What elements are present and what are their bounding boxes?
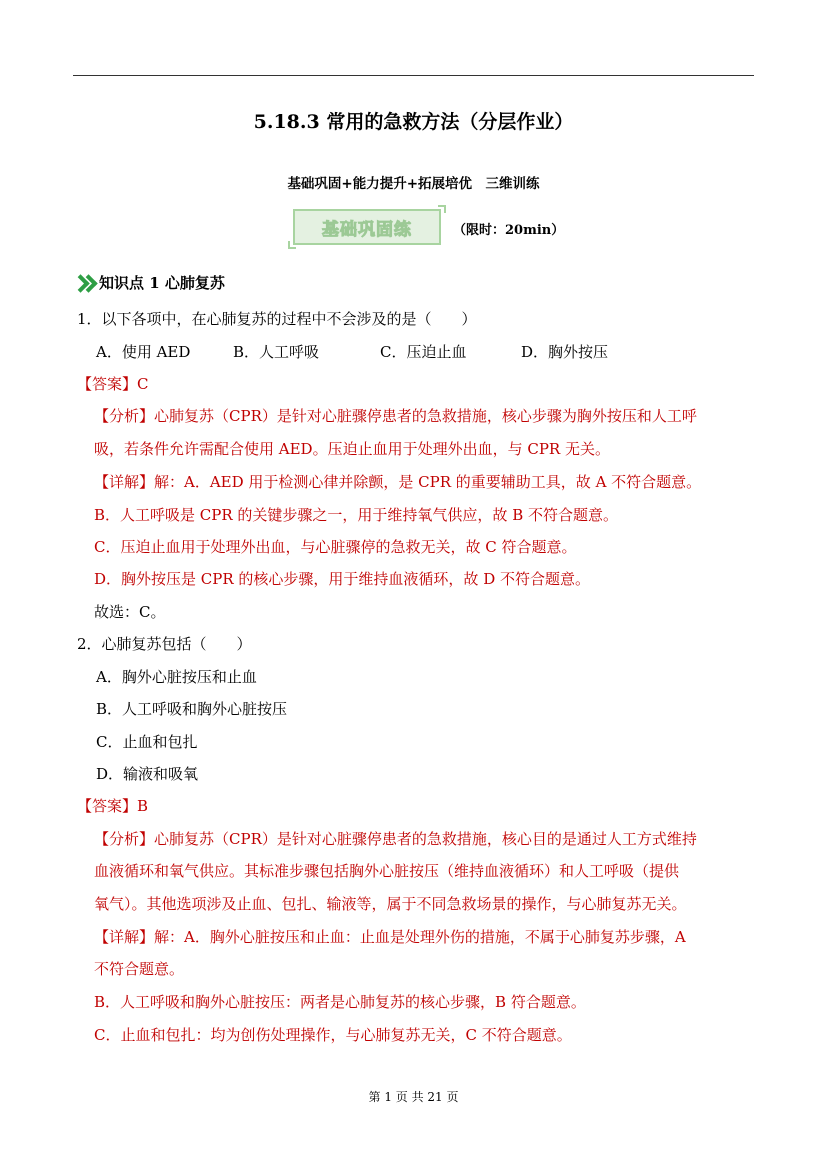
q1-analysis-line-1: 【分析】心肺复苏（CPR）是针对心脏骤停患者的急救措施，核心步骤为胸外按压和人工呼 [94,407,697,425]
section-badge [293,209,441,245]
q1-option-a: A．使用 AED [96,343,191,361]
q1-detail-line-3: C．压迫止血用于处理外出血，与心脏骤停的急救无关，故 C 符合题意。 [94,538,577,556]
q2-analysis-line-3: 氧气）。其他选项涉及止血、包扎、输液等，属于不同急救场景的操作，与心肺复苏无关。 [94,895,687,913]
page-title: 5.18.3 常用的急救方法（分层作业） [253,111,574,133]
q2-detail-line-3: C．止血和包扎：均为创伤处理操作，与心肺复苏无关，C 不符合题意。 [94,1026,572,1044]
q2-analysis-line-2: 血液循环和氧气供应。其标准步骤包括胸外心脏按压（维持血液循环）和人工呼吸（提供 [94,862,680,880]
q2-answer: 【答案】B [77,797,149,815]
q1-conclusion: 故选：C。 [94,603,166,621]
q1-detail-line-2: B．人工呼吸是 CPR 的关键步骤之一，用于维持氧气供应，故 B 不符合题意。 [94,506,618,524]
q2-detail-line-2: B．人工呼吸和胸外心脏按压：两者是心肺复苏的核心步骤，B 符合题意。 [94,993,586,1011]
q2-detail-line-1: 【详解】解：A．胸外心脏按压和止血：止血是处理外伤的措施，不属于心肺复苏步骤，A [94,928,686,946]
q1-option-c: C．压迫止血 [380,343,467,361]
q1-detail-line-4: D．胸外按压是 CPR 的核心步骤，用于维持血液循环，故 D 不符合题意。 [94,570,590,588]
q1-answer: 【答案】C [77,375,149,393]
q1-option-b: B．人工呼吸 [233,343,320,361]
q2-option-a: A．胸外心脏按压和止血 [96,668,257,686]
section-badge-label: 基础巩固练 [322,219,412,240]
q2-option-b: B．人工呼吸和胸外心脏按压 [96,700,288,718]
knowledge-point-label: 知识点 1 心肺复苏 [99,274,225,292]
header-rule [73,75,754,76]
question-2-stem: 2．心肺复苏包括（ ） [77,635,252,653]
page-subtitle: 基础巩固+能力提升+拓展培优 三维训练 [287,176,540,192]
q2-option-c: C．止血和包扎 [96,733,198,751]
page-footer: 第 1 页 共 21 页 [368,1090,459,1104]
time-limit: （限时：20min） [453,223,565,238]
q1-option-d: D．胸外按压 [521,343,609,361]
q2-detail-line-1b: 不符合题意。 [94,960,185,978]
q1-analysis-line-2: 吸，若条件允许需配合使用 AED。压迫止血用于处理外出血，与 CPR 无关。 [94,440,610,458]
q2-analysis-line-1: 【分析】心肺复苏（CPR）是针对心脏骤停患者的急救措施，核心目的是通过人工方式维持 [94,830,697,848]
double-chevron-right-icon [74,275,96,291]
knowledge-point-heading [74,272,225,293]
q2-option-d: D．输液和吸氧 [96,765,199,783]
question-1-stem: 1．以下各项中，在心肺复苏的过程中不会涉及的是（ ） [77,310,477,328]
q1-detail-line-1: 【详解】解：A．AED 用于检测心律并除颤，是 CPR 的重要辅助工具，故 A 不符合题意。 [94,473,702,491]
